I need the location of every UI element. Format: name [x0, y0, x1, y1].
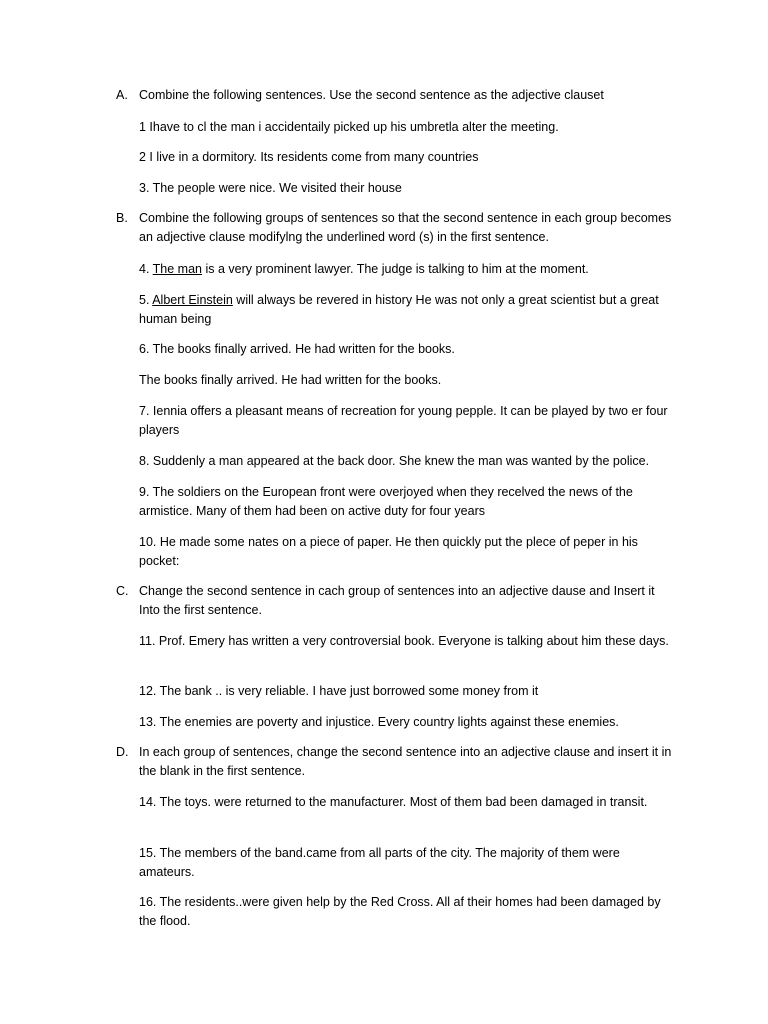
section-letter: A. [116, 88, 128, 102]
exercise-item-13: 13. The enemies are poverty and injustice. Every country lights against these enemies. [139, 715, 619, 729]
exercise-item-10: 10. He made some nates on a piece of paper. He then quickly put the plece of peper in his pocket: [139, 535, 638, 568]
item-number: 5. [139, 293, 153, 307]
item-number: 4. [139, 262, 153, 276]
exercise-item-14: 14. The toys. were returned to the manufacturer. Most of them bad been damaged in transit. [139, 795, 648, 809]
section-letter: C. [116, 584, 129, 598]
section-instruction: Combine the following groups of sentences so that the second sentence in each group becomes an adjective clause modifylng the underlined word (s) in the first sentence. [139, 211, 672, 244]
section-instruction: Combine the following sentences. Use the second sentence as the adjective clauset [139, 88, 604, 102]
item-text: will always be revered in history He was not only a great scientist but a great human being [139, 293, 659, 326]
section-instruction: In each group of sentences, change the second sentence into an adjective clause and insert it in the blank in the first sentence. [139, 745, 672, 778]
exercise-item-8: 8. Suddenly a man appeared at the back door. She knew the man was wanted by the police. [139, 454, 650, 468]
exercise-item-12: 12. The bank .. is very reliable. I have just borrowed some money from it [139, 684, 539, 698]
section-letter: B. [116, 211, 128, 225]
exercise-item-7: 7. Iennia offers a pleasant means of recreation for young pepple. It can be played by two er four players [139, 404, 668, 437]
exercise-item-15: 15. The members of the band.came from all parts of the city. The majority of them were amateurs. [139, 846, 620, 879]
section-instruction: Change the second sentence in cach group of sentences into an adjective dause and Insert it Into the first sentence. [139, 584, 655, 617]
exercise-item-3: 3. The people were nice. We visited their house [139, 181, 402, 195]
exercise-item-2: 2 I live in a dormitory. Its residents come from many countries [139, 150, 479, 164]
exercise-item-6: 6. The books finally arrived. He had written for the books. [139, 342, 455, 356]
exercise-item-11: 11. Prof. Emery has written a very controversial book. Everyone is talking about him these days. [139, 634, 669, 648]
underlined-word: The man [152, 262, 203, 276]
exercise-item-4 [139, 260, 674, 279]
exercise-item-1: 1 Ihave to cl the man i accidentaily picked up his umbretla alter the meeting. [139, 120, 559, 134]
underlined-word: Albert Einstein [152, 293, 233, 307]
section-letter: D. [116, 745, 129, 759]
exercise-item-9: 9. The soldiers on the European front were overjoyed when they recelved the news of the armistice. Many of them had been on active duty for four years [139, 485, 633, 518]
item-text: is a very prominent lawyer. The judge is talking to him at the moment. [202, 262, 589, 276]
exercise-item-5 [139, 291, 674, 329]
exercise-item-16: 16. The residents..were given help by the Red Cross. All af their homes had been damaged by the flood. [139, 895, 661, 928]
exercise-item-6-repeat: The books finally arrived. He had written for the books. [139, 373, 442, 387]
